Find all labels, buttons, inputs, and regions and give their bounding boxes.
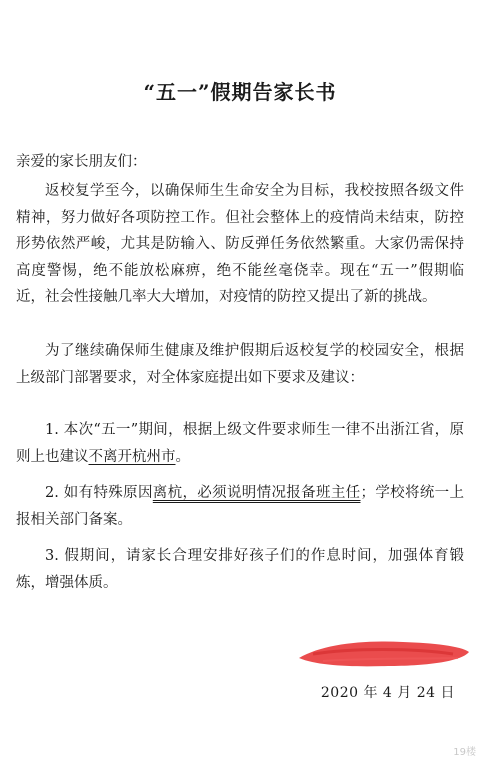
paragraph-requirements: 为了继续确保师生健康及维护假期后返校复学的校园安全，根据上级部门部署要求，对全体家庭提出如下要求及建议： [16, 343, 464, 386]
document-title: “五一”假期告家长书 [143, 80, 337, 104]
item-2-end: ；学校将统一上报相关部门备案。 [16, 485, 465, 528]
greeting: 亲爱的家长朋友们： [16, 154, 147, 170]
item-2-text: 2. 如有特殊原因 [45, 485, 153, 501]
signature-redaction [293, 636, 473, 670]
paragraph-intro: 返校复学至今，以确保师生生命安全为目标，我校按照各级文件精神，努力做好各项防控工作。但社会整体上的疫情尚未结束，防控形势依然严峻，尤其是防输入、防反弹任务依然繁重。大家仍需保持高度警惕，绝不能放松麻痹，绝不能丝毫侥幸。现在“五一”假期临近，社会性接触几率大大增加，对疫情的防控又提出了新的挑战。 [16, 183, 464, 305]
item-1-end: 。 [175, 448, 190, 465]
item-1-text: 1. 本次“五一”期间，根据上级文件要求师生一律不出浙江省，原则上也建议 [16, 422, 464, 465]
item-2 [16, 480, 464, 533]
item-1 [16, 417, 464, 470]
item-1-underlined: 不离开杭州市 [88, 448, 176, 465]
document-date: 2020 年 4 月 24 日 [320, 685, 455, 701]
watermark-logo: 19楼 [453, 747, 476, 758]
item-3: 3. 假期间，请家长合理安排好孩子们的作息时间，加强体育锻炼，增强体质。 [16, 548, 464, 591]
item-2-underlined: 离杭，必须说明情况报备班主任 [152, 485, 361, 501]
